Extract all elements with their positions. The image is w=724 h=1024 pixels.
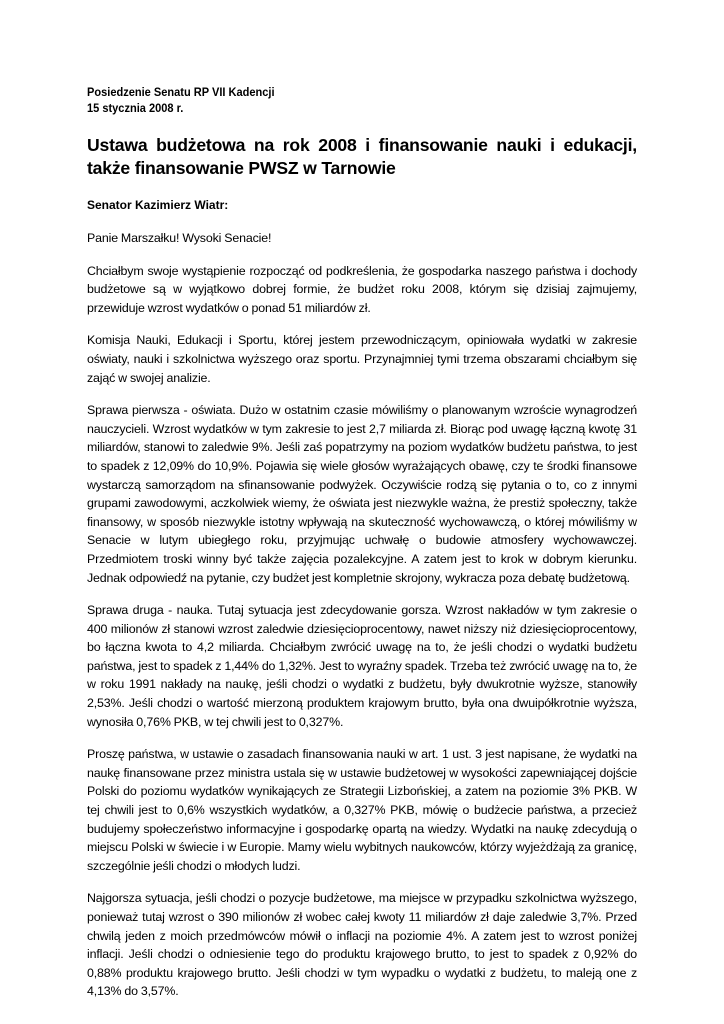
paragraph-higher-education: Najgorsza sytuacja, jeśli chodzi o pozycje budżetowe, ma miejsce w przypadku szkolnictwa wyższego, ponieważ tutaj wzrost o 390 milionów zł wobec całej kwoty 11 miliardów zł daje zaledwie 3,7%. Przed chwilą jeden z moich przedmówców mówił o inflacji na poziomie 4%. A zatem jest to wzrost poniżej inflacji. Jeśli chodzi o odniesienie tego do produktu krajowego brutto, to jest to spadek z 0,92% do 0,88% produktu krajowego brutto. Jeśli chodzi w tym wypadku o wydatki z budżetu, to maleją one z 4,13% do 3,57%. (87, 891, 637, 999)
document-page (87, 84, 637, 1001)
paragraph-science-law: Proszę państwa, w ustawie o zasadach finansowania nauki w art. 1 ust. 3 jest napisane, że wydatki na naukę finansowane przez ministra ustala się w ustawie budżetowej w wysokości zapewniającej dojście Polski do poziomu wydatków wynikających ze Strategii Lizbońskiej, a zatem na poziomie 3% PKB. W tej chwili jest to 0,6% wszystkich wydatków, a 0,327% PKB, mówię o budżecie państwa, a przecież budujemy społeczeństwo informacyjne i gospodarkę opartą na wiedzy. Wydatki na naukę zdecydują o miejscu Polski w świecie i w Europie. Mamy wielu wybitnych naukowców, którzy wyjeżdżają za granicę, szczególnie jeśli chodzi o młodych ludzi. (87, 747, 637, 873)
paragraph-intro: Chciałbym swoje wystąpienie rozpocząć od podkreślenia, że gospodarka naszego państwa i dochody budżetowe są w wyjątkowo dobrej formie, że budżet roku 2008, którym się dzisiaj zajmujemy, przewiduje wzrost wydatków o ponad 51 miliardów zł. (87, 263, 637, 315)
paragraph-education: Sprawa pierwsza - oświata. Dużo w ostatnim czasie mówiliśmy o planowanym wzroście wynagrodzeń nauczycieli. Wzrost wydatków w tym zakresie to jest 2,7 miliarda zł. Biorąc pod uwagę łączną kwotę 31 miliardów, stanowi to zaledwie 9%. Jeśli zaś popatrzymy na poziom wydatków budżetu państwa, to jest to spadek z 12,09% do 10,9%. Pojawia się wiele głosów wyrażających obawę, czy te środki finansowe wystarczą samorządom na sfinansowanie podwyżek. Oczywiście rodzą się pytania o to, co z innymi grupami zawodowymi, aczkolwiek wiemy, że oświata jest niezwykle ważna, że prestiż społeczny, także finansowy, w sposób niezwykle istotny wpływają na skuteczność wychowawczą, o której mówiliśmy w Senacie w lutym ubiegłego roku, przyjmując uchwałę o budowie atmosfery wychowawczej. Przedmiotem troski winny być także zajęcia pozalekcyjne. A zatem jest to krok w dobrym kierunku. Jednak odpowiedź na pytanie, czy budżet jest kompletnie skrojony, wykracza poza debatę budżetową. (87, 403, 637, 585)
paragraph-committee: Komisja Nauki, Edukacji i Sportu, której jestem przewodniczącym, opiniowała wydatki w zakresie oświaty, nauki i szkolnictwa wyższego oraz sportu. Przynajmniej tymi trzema obszarami chciałbym się zająć w swojej analizie. (87, 333, 637, 385)
paragraph-science: Sprawa druga - nauka. Tutaj sytuacja jest zdecydowanie gorsza. Wzrost nakładów w tym zakresie o 400 milionów zł stanowi wzrost zaledwie dziesięcioprocentowy, nawet niższy niż dziesięcioprocentowy, bo łączna kwota to 4,2 miliarda. Chciałbym zwrócić uwagę na to, że jeśli chodzi o wydatki budżetu państwa, jest to spadek z 1,44% do 1,32%. Jest to wyraźny spadek. Trzeba też zwrócić uwagę na to, że w roku 1991 nakłady na naukę, jeśli chodzi o wydatki z budżetu, były dwukrotnie wyższe, stanowiły 2,53%. Jeśli chodzi o wartość mierzoną produktem krajowym brutto, była ona dwuipółkrotnie wyższa, wynosiła 0,76% PKB, w tej chwili jest to 0,327%. (87, 603, 637, 729)
paragraph-greeting: Panie Marszałku! Wysoki Senacie! (87, 231, 272, 245)
session-header: Posiedzenie Senatu RP VII Kadencji (87, 85, 275, 99)
session-date: 15 stycznia 2008 r. (87, 101, 184, 115)
document-title: Ustawa budżetowa na rok 2008 i finansowanie nauki i edukacji, także finansowanie PWSZ w Tarnowie (87, 135, 637, 178)
speaker-name: Senator Kazimierz Wiatr: (87, 198, 229, 212)
